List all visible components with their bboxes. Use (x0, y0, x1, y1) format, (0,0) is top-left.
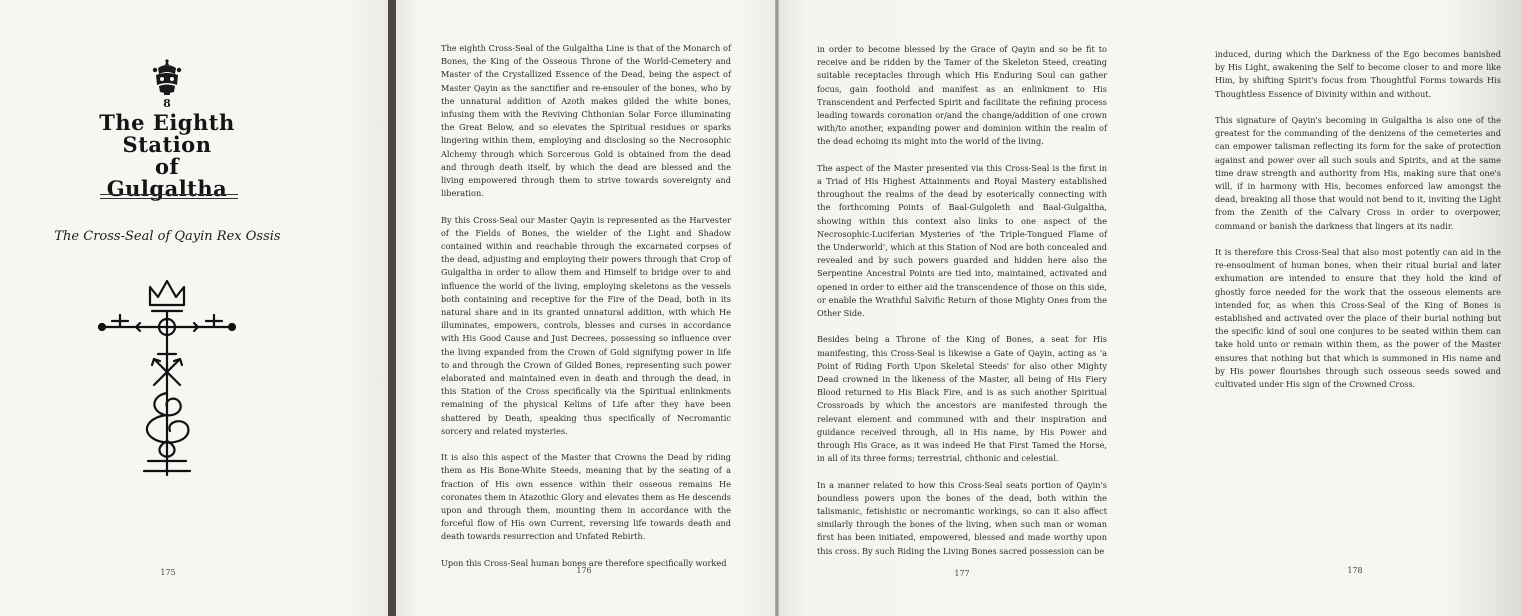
page-175 (0, 0, 388, 616)
chapter-title-line2: of (154, 154, 180, 179)
body-text (817, 43, 1107, 571)
page-number: 176 (576, 566, 592, 575)
paragraph: By this Cross-Seal our Master Qayin is represented as the Harvester of the Fields of Bones, the wielder of the Light and Shadow contained within and reachable through the excarnated corpses of the dead, adjusting and employing their powers through that Crop of Gulgaltha in order to allow them and Himself to bridge over to and influence the world of the living, employing skeletons as the vessels both containing and receptive for the Fire of the Dead, both in its natural share and in its granted unnatural addition, with which He illuminates, empowers, controls, blesses and curses in accordance with His Good Cause and Just Decrees, possessing so influence over the living expanded from the Crown of Gold signifying power in life to and through the Crown of Gilded Bones, representing such power elaborated and maintained even in death and through the dead, in this Station of the Cross specifically via the Spiritual enlinkments remaining of the physical Kelims of Life after they have been shattered by Death, speaking thus specifically of Necromantic sorcery and related mysteries. (441, 214, 731, 436)
body-text (1215, 48, 1501, 404)
paragraph: The eighth Cross-Seal of the Gulgaltha Line is that of the Monarch of Bones, the King of the Osseous Throne of the World-Cemetery and Master of the Crystallized Essence of the Dead, being the aspect of Master Qayin as the sanctifier and re-ensouler of the bones, who by the unnatural addition of Azoth makes gilded the white bones, infusing them with the Reviving Chthonian Solar Force illuminating the Great Below, and so elevates the Spiritual residues or sparks lingering within them, employing and disclosing so the Necrosophic Alchemy through which Sorcerous Gold is obtained from the dead and through death itself, by which the dead are blessed and the living empowered through them to strive towards sovereignty and liberation. (441, 43, 731, 199)
title-rule-bottom (100, 198, 238, 199)
page-number: 177 (954, 569, 970, 578)
paragraph: The aspect of the Master presented via this Cross-Seal is the first in a Triad of His Highest Attainments and Royal Mastery established throughout the realms of the dead by esoterically connecting with the forthcoming Points of Baal-Gulgoleth and Baal-Gulgaltha, showing within this context also links to one aspect of the Necrosophic-Luciferian Mysteries of 'the Triple-Tongued Flame of the Underworld', which at this Station of Nod are both concealed and revealed and by such powers guarded and hidden here also the Serpentine Ancestral Points are tied into, maintained, activated and opened in order to either aid the transcendence of those on this side, or enable the Wrathful Salvific Return of those Mighty Ones from the Other Side. (817, 162, 1107, 319)
paragraph: Upon this Cross-Seal human bones are therefore specifically worked (441, 557, 727, 568)
chapter-number: 8 (163, 97, 171, 110)
paragraph: induced, during which the Darkness of the Ego becomes banished by His Light, awakening the Self to become closer to and more like Him, by shifting Spirit's focus from Thoughtful Forms towards His Thoughtless Essence of Divinity within and without. (1215, 49, 1501, 99)
page-176 (396, 0, 775, 616)
paragraph: This signature of Qayin's becoming in Gulgaltha is also one of the greatest for the commanding of the denizens of the cemeteries and can empower talisman reflecting its form for the sake of protection against and power over all such souls and Spirits, and at the same time draw strength and authority from His, making sure that one's will, if in harmony with His, becomes enforced law amongst the dead, breaking all those that would not bend to it, inviting the Light from the Zenith of the Calvary Cross in order to overpower, command or banish the darkness that lingers at its nadir. (1215, 115, 1501, 231)
page-number: 178 (1347, 566, 1363, 575)
paragraph: It is therefore this Cross-Seal that also most potently can aid in the re-ensoulment of human bones, when their ritual burial and later exhumation are intended to ensure that they hold the kind of ghostly force needed for the work that the osseous elements are intended for, as when this Cross-Seal of the King of Bones is established and activated over the place of their burial nothing but the specific kind of soul one conjures to be seated within them can take hold unto or remain within them, as the power of the Master ensures that nothing but that which is summoned in His name and by His power flourishes through such osseous seeds sowed and cultivated under His sign of the Crowned Cross. (1215, 247, 1501, 390)
page-178 (1150, 0, 1522, 616)
paragraph: In a manner related to how this Cross-Seal seats portion of Qayin's boundless powers upon the bones of the dead, both within the talismanic, fetishistic or necromantic workings, so can it also affect similarly through the bones of the living, when such man or woman first has been initiated, empowered, blessed and made worthy upon this cross. By such Riding the Living Bones sacred possession can be (817, 479, 1107, 556)
paragraph: Besides being a Throne of the King of Bones, a seat for His manifesting, this Cross-Seal is likewise a Gate of Qayin, acting as 'a Point of Riding Forth Upon Skeletal Steeds' for also other Mighty Dead crowned in the likeness of the Master, all being of His Fiery Blood returned to His Black Fire, and is as such another Spiritual Crossroads by which the ancestors are manifested through the relevant element and communed with and their inspiration and guidance received through, all in His name, by His Power and through His Grace, as it was indeed He that First Tamed the Horse, in all of its three forms; terrestrial, chthonic and celestial. (817, 334, 1107, 464)
page-177 (779, 0, 1150, 616)
body-text (441, 42, 731, 583)
chapter-title-line3: Gulgaltha (106, 176, 228, 201)
chapter-title (60, 112, 274, 200)
chapter-title-line1: The Eighth Station (99, 110, 235, 157)
cross-seal-sigil-icon (96, 275, 238, 490)
title-rule-top (100, 194, 238, 195)
book-gutter-left (388, 0, 396, 616)
crown-emblem-icon (150, 58, 184, 96)
chapter-subtitle: The Cross-Seal of Qayin Rex Ossis (54, 229, 281, 244)
paragraph: in order to become blessed by the Grace of Qayin and so be fit to receive and be ridden by the Tamer of the Skeleton Steed, creating suitable receptacles through which His Enduring Soul can gather focus, gain foothold and manifest as an enlinkment to His Transcendent and Perfected Spirit and facilitate the refining process leading towards coronation or/and the change/addition of one crown with/to another, expanding power and dominion within the realm of the dead echoing its might into the world of the living. (817, 44, 1107, 147)
paragraph: It is also this aspect of the Master that Crowns the Dead by riding them as His Bone-White Steeds, meaning that by the seating of a fraction of His own essence within their osseous remains He coronates them in Atazothic Glory and elevates them as He descends upon and through them, mounting them in accordance with the forceful flow of His own Current, reversing life towards death and death towards resurrection and Unfated Rebirth. (441, 452, 731, 542)
page-number: 175 (160, 568, 176, 577)
